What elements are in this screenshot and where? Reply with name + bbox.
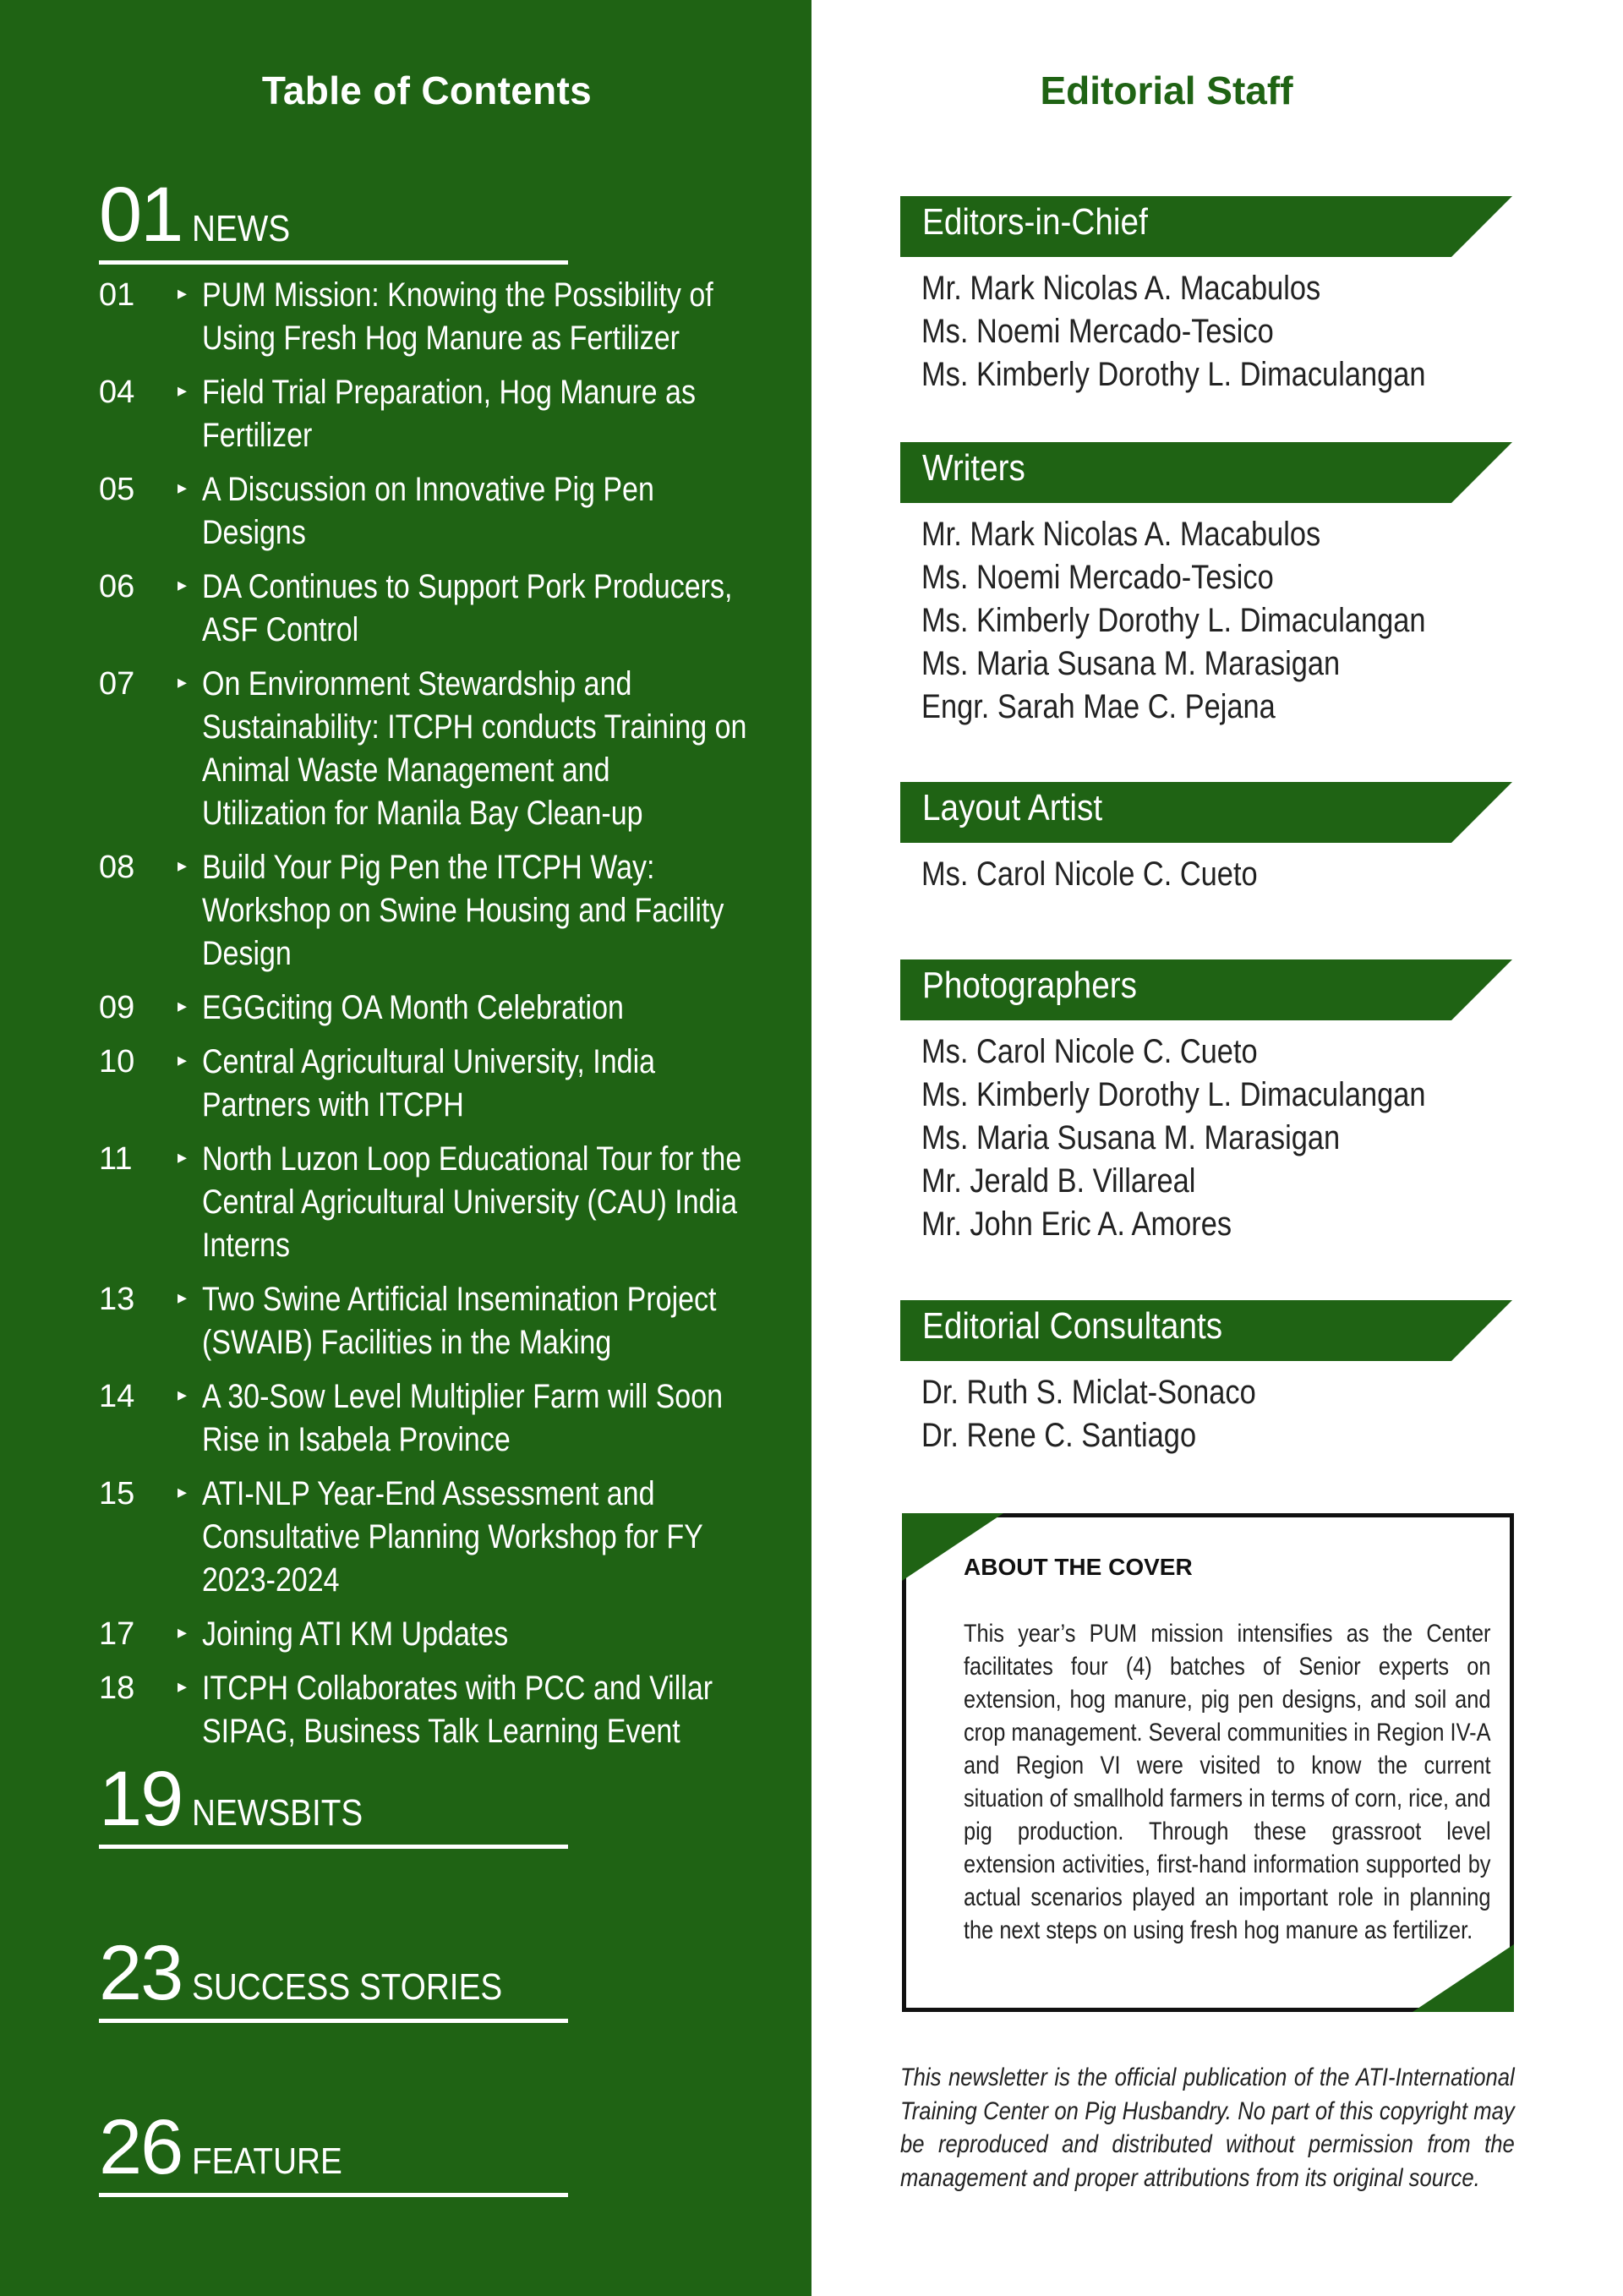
staff-name: Ms. Kimberly Dorothy L. Dimaculangan [921,356,1426,393]
role-banner [900,782,1512,843]
toc-item[interactable] [99,663,758,835]
toc-item[interactable] [99,987,758,1030]
role-banner [900,959,1512,1020]
section-rule [99,2193,568,2197]
section-rule [99,260,568,265]
item-title: A 30-Sow Level Multiplier Farm will Soon Rise in Isabela Province [202,1378,724,1458]
staff-group-photographers [900,959,1512,1246]
section-rule [99,2019,568,2023]
page-number: 11 [99,1141,133,1177]
staff-name: Ms. Kimberly Dorothy L. Dimaculangan [921,602,1426,639]
staff-group-layout-artist [900,782,1512,896]
item-title: Central Agricultural University, India Partners with ITCPH [202,1043,656,1123]
page-number: 05 [99,472,135,507]
arrow-icon: ▸ [178,1676,188,1697]
staff-name: Mr. John Eric A. Amores [921,1205,1232,1243]
staff-name: Dr. Ruth S. Miclat-Sonaco [921,1374,1256,1411]
page-number: 04 [99,374,135,410]
role-banner [900,196,1512,257]
page-number: 08 [99,850,135,885]
editorial-staff-title: Editorial Staff [1040,68,1293,112]
toc-item[interactable] [99,468,758,555]
section-label: NEWS [192,208,291,249]
page-number: 07 [99,666,135,702]
arrow-icon: ▸ [178,380,188,401]
arrow-icon: ▸ [178,1481,188,1502]
section-label: NEWSBITS [192,1792,363,1834]
arrow-icon: ▸ [178,1384,188,1405]
name-list [900,1371,1512,1457]
staff-name: Ms. Carol Nicole C. Cueto [921,1033,1258,1070]
item-title: PUM Mission: Knowing the Possibility of Using Fresh Hog Manure as Fertilizer [202,276,713,357]
copyright-disclaimer: This newsletter is the official publication of the ATI-International Training Center on Pig Husbandry. No part of this copyright may be reproduced and distributed without permission from the management and proper attributions from its original source. [900,2064,1515,2192]
section-success-stories[interactable] [99,1930,568,2023]
staff-group-writers [900,442,1512,729]
role-label: Writers [922,447,1025,489]
section-rule [99,1845,568,1849]
arrow-icon: ▸ [178,1621,188,1643]
page-number: 14 [99,1379,135,1414]
section-label: FEATURE [192,2140,343,2182]
section-number: 26 [99,2104,183,2190]
staff-name: Ms. Maria Susana M. Marasigan [921,1119,1341,1156]
staff-name: Mr. Mark Nicolas A. Macabulos [921,516,1321,553]
name-list [900,853,1512,896]
staff-name: Mr. Mark Nicolas A. Macabulos [921,270,1321,307]
toc-item[interactable] [99,371,758,457]
toc-item[interactable] [99,566,758,652]
corner-triangle-bottom-right [1413,1944,1514,2012]
toc-item[interactable] [99,846,758,976]
staff-name: Engr. Sarah Mae C. Pejana [921,688,1276,725]
staff-name: Ms. Carol Nicole C. Cueto [921,856,1258,893]
role-banner [900,442,1512,503]
page-number: 18 [99,1670,135,1706]
cover-heading: ABOUT THE COVER [964,1554,1193,1580]
name-list [900,513,1512,729]
role-banner [900,1300,1512,1361]
item-title: ITCPH Collaborates with PCC and Villar SIPAG, Business Talk Learning Event [202,1670,713,1750]
item-title: Joining ATI KM Updates [202,1615,509,1653]
item-title: ATI-NLP Year-End Assessment and Consultative Planning Workshop for FY 2023-2024 [202,1475,703,1599]
role-label: Editorial Consultants [922,1305,1223,1347]
about-the-cover-box [902,1513,1514,2012]
toc-item[interactable] [99,1667,758,1753]
item-title: Field Trial Preparation, Hog Manure as Fertilizer [202,374,696,454]
item-title: Build Your Pig Pen the ITCPH Way: Workshop on Swine Housing and Facility Design [202,849,724,972]
staff-name: Ms. Maria Susana M. Marasigan [921,645,1341,682]
section-label: SUCCESS STORIES [192,1966,503,2008]
staff-name: Ms. Noemi Mercado-Tesico [921,313,1274,350]
section-number: 01 [99,172,183,258]
section-newsbits[interactable] [99,1756,568,1849]
arrow-icon: ▸ [178,855,188,876]
toc-item[interactable] [99,1375,758,1462]
toc-item[interactable] [99,1138,758,1267]
section-number: 19 [99,1756,183,1842]
arrow-icon: ▸ [178,671,188,692]
item-title: A Discussion on Innovative Pig Pen Designs [202,471,654,551]
news-list [99,274,758,1764]
arrow-icon: ▸ [178,1287,188,1308]
staff-name: Dr. Rene C. Santiago [921,1417,1197,1454]
role-label: Editors-in-Chief [922,201,1148,243]
page-number: 17 [99,1616,135,1652]
arrow-icon: ▸ [178,477,188,498]
staff-name: Ms. Noemi Mercado-Tesico [921,559,1274,596]
toc-item[interactable] [99,1473,758,1602]
arrow-icon: ▸ [178,574,188,595]
toc-item[interactable] [99,274,758,360]
page-number: 09 [99,990,135,1025]
item-title: Two Swine Artificial Insemination Project (SWAIB) Facilities in the Making [202,1281,717,1361]
arrow-icon: ▸ [178,1049,188,1070]
page-number: 13 [99,1282,135,1317]
item-title: On Environment Stewardship and Sustainability: ITCPH conducts Training on Animal Waste Management and Utilization for Manila Bay Clean-up [202,665,747,832]
item-title: EGGciting OA Month Celebration [202,989,624,1026]
role-label: Layout Artist [922,787,1103,828]
role-label: Photographers [922,965,1138,1006]
page-number: 15 [99,1476,135,1512]
toc-item[interactable] [99,1041,758,1127]
staff-group-editors-in-chief [900,196,1512,396]
item-title: North Luzon Loop Educational Tour for the Central Agricultural University (CAU) India Interns [202,1140,742,1264]
section-news[interactable] [99,172,568,265]
toc-item[interactable] [99,1613,758,1656]
item-title: DA Continues to Support Pork Producers, ASF Control [202,568,733,648]
name-list [900,267,1512,396]
page-number: 01 [99,277,135,313]
staff-name: Ms. Kimberly Dorothy L. Dimaculangan [921,1076,1426,1113]
arrow-icon: ▸ [178,282,188,303]
arrow-icon: ▸ [178,1146,188,1167]
toc-item[interactable] [99,1278,758,1364]
toc-title: Table of Contents [261,68,593,112]
staff-name: Mr. Jerald B. Villareal [921,1162,1196,1200]
page-number: 06 [99,569,135,604]
page-number: 10 [99,1044,135,1080]
name-list [900,1030,1512,1246]
cover-description: This year’s PUM mission intensifies as the Center facilitates four (4) batches of Senior experts on extension, hog manure, pig pen designs, and soil and crop management. Several communities in Region IV-A and Region VI were visited to know the current situation of smallhold farmers in terms of corn, rice, and pig production. Through these grassroot level extension activities, first-hand information supported by actual scenarios played an important role in planning the next steps on using fresh hog manure as fertilizer. [964,1620,1491,1944]
section-number: 23 [99,1930,183,2016]
section-feature[interactable] [99,2104,568,2197]
arrow-icon: ▸ [178,995,188,1016]
staff-group-editorial-consultants [900,1300,1512,1457]
